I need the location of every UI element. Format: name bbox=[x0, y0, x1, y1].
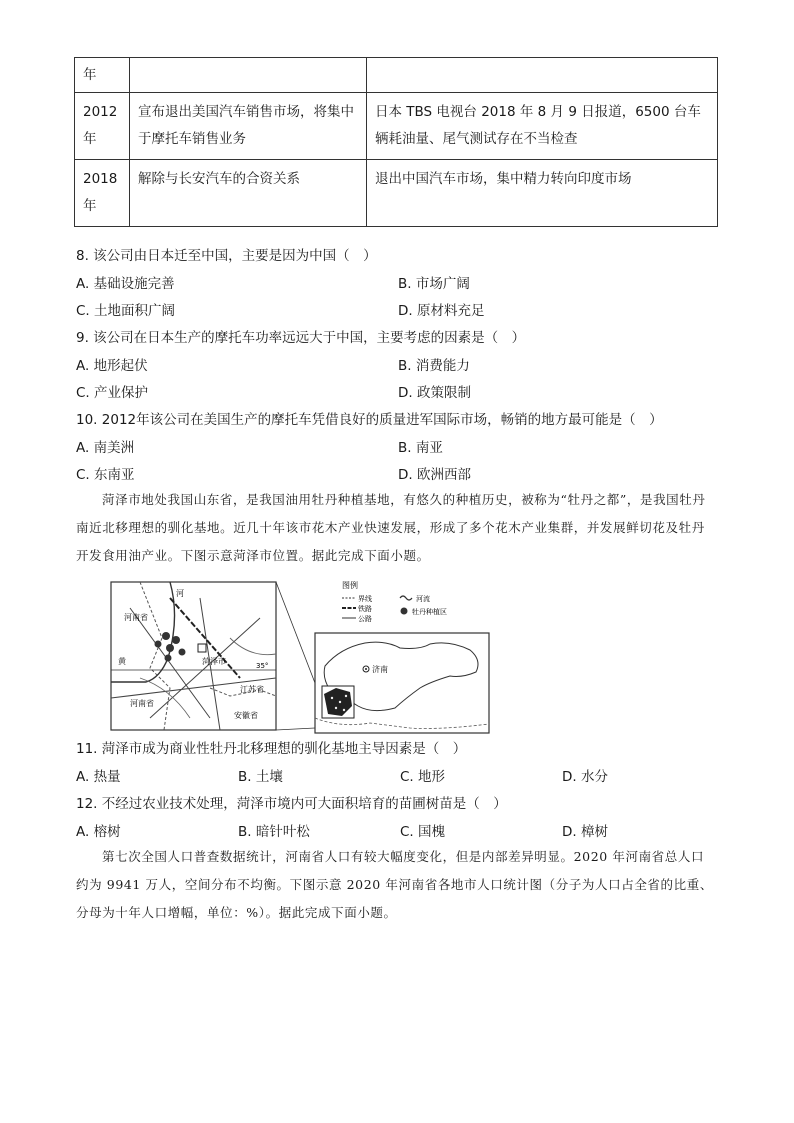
label-jiangsu: 江苏省 bbox=[240, 685, 264, 694]
question-12-stem: 12. 不经过农业技术处理，菏泽市境内可大面积培育的苗圃树苗是（ ） bbox=[76, 796, 507, 812]
table-cell-note: 退出中国汽车市场，集中精力转向印度市场 bbox=[367, 160, 718, 227]
q10-option-c[interactable]: C. 东南亚 bbox=[76, 467, 135, 483]
q8-option-b[interactable]: B. 市场广阔 bbox=[398, 276, 470, 292]
q12-option-d[interactable]: D. 樟树 bbox=[562, 824, 608, 840]
legend-title: 图例 bbox=[342, 581, 358, 590]
legend-river: 河流 bbox=[416, 595, 430, 603]
label-lat-35: 35° bbox=[256, 662, 269, 670]
heze-passage: 菏泽市地处我国山东省，是我国油用牡丹种植基地，有悠久的种植历史，被称为“牡丹之都”，是我国牡丹南近北移理想的驯化基地。近几十年该市花木产业快速发展，形成了多个花木产业集群，并发展鲜切花及牡丹开发食用油产业。下图示意菏泽市位置。据此完成下面小题。 bbox=[76, 492, 706, 563]
question-11-stem: 11. 菏泽市成为商业性牡丹北移理想的驯化基地主导因素是（ ） bbox=[76, 741, 467, 757]
label-henan-bottom: 河南省 bbox=[130, 699, 154, 708]
heze-location-map bbox=[110, 578, 490, 736]
label-jinan: 济南 bbox=[372, 665, 388, 674]
table-cell-event bbox=[130, 58, 367, 93]
q11-option-c[interactable]: C. 地形 bbox=[400, 769, 446, 785]
table-cell-note bbox=[367, 58, 718, 93]
question-9-stem: 9. 该公司在日本生产的摩托车功率远远大于中国，主要考虑的因素是（ ） bbox=[76, 330, 526, 346]
q8-option-a[interactable]: A. 基础设施完善 bbox=[76, 276, 175, 292]
label-henan-top: 河南省 bbox=[124, 613, 148, 622]
q9-option-d[interactable]: D. 政策限制 bbox=[398, 385, 471, 401]
label-heze: 菏泽市 bbox=[202, 657, 226, 666]
q10-option-b[interactable]: B. 南亚 bbox=[398, 440, 443, 456]
legend-railway: 铁路 bbox=[358, 605, 372, 613]
q10-option-d[interactable]: D. 欧洲西部 bbox=[398, 467, 471, 483]
q8-option-c[interactable]: C. 土地面积广阔 bbox=[76, 303, 176, 319]
q11-option-b[interactable]: B. 土壤 bbox=[238, 769, 283, 785]
zoom-line-bottom bbox=[276, 728, 315, 730]
table-row bbox=[75, 58, 718, 93]
history-table-body bbox=[75, 58, 718, 227]
heze-city-marker bbox=[198, 644, 206, 652]
table-row bbox=[75, 160, 718, 227]
table-cell-year: 2012年 bbox=[75, 93, 130, 160]
q9-option-c[interactable]: C. 产业保护 bbox=[76, 385, 149, 401]
label-huang: 黄 bbox=[118, 657, 126, 666]
history-table bbox=[74, 57, 718, 227]
q11-option-a[interactable]: A. 热量 bbox=[76, 769, 121, 785]
legend-boundary: 界线 bbox=[358, 595, 372, 603]
q12-option-c[interactable]: C. 国槐 bbox=[400, 824, 446, 840]
label-anhui: 安徽省 bbox=[234, 711, 258, 720]
henan-passage: 第七次全国人口普查数据统计，河南省人口有较大幅度变化，但是内部差异明显。2020 年河南省总人口约为 9941 万人，空间分布不均衡。下图示意 2020 年河南省各地市人口统计图（分子为人口占全省的比重、分母为十年人口增幅，单位：%）。据此完成下面小题。 bbox=[76, 849, 713, 920]
q8-option-d[interactable]: D. 原材料充足 bbox=[398, 303, 485, 319]
table-cell-event: 宣布退出美国汽车销售市场，将集中于摩托车销售业务 bbox=[130, 93, 367, 160]
table-row bbox=[75, 93, 718, 160]
q12-option-a[interactable]: A. 榕树 bbox=[76, 824, 121, 840]
label-he: 河 bbox=[176, 589, 184, 598]
map-legend bbox=[342, 580, 447, 623]
legend-road: 公路 bbox=[358, 615, 372, 623]
table-cell-note: 日本 TBS 电视台 2018 年 8 月 9 日报道，6500 台车辆耗油量、尾气测试存在不当检查 bbox=[367, 93, 718, 160]
q9-option-b[interactable]: B. 消费能力 bbox=[398, 358, 470, 374]
zoom-line-top bbox=[276, 582, 315, 683]
table-cell-year: 年 bbox=[75, 58, 130, 93]
table-cell-event: 解除与长安汽车的合资关系 bbox=[130, 160, 367, 227]
question-10-stem: 10. 2012年该公司在美国生产的摩托车凭借良好的质量进军国际市场，畅销的地方最可能是（ ） bbox=[76, 412, 663, 428]
question-8-stem: 8. 该公司由日本迁至中国，主要是因为中国（ ） bbox=[76, 248, 377, 264]
q11-option-d[interactable]: D. 水分 bbox=[562, 769, 608, 785]
table-cell-year: 2018年 bbox=[75, 160, 130, 227]
legend-peony: 牡丹种植区 bbox=[412, 608, 447, 616]
q12-option-b[interactable]: B. 暗针叶松 bbox=[238, 824, 310, 840]
q9-option-a[interactable]: A. 地形起伏 bbox=[76, 358, 148, 374]
q10-option-a[interactable]: A. 南美洲 bbox=[76, 440, 135, 456]
